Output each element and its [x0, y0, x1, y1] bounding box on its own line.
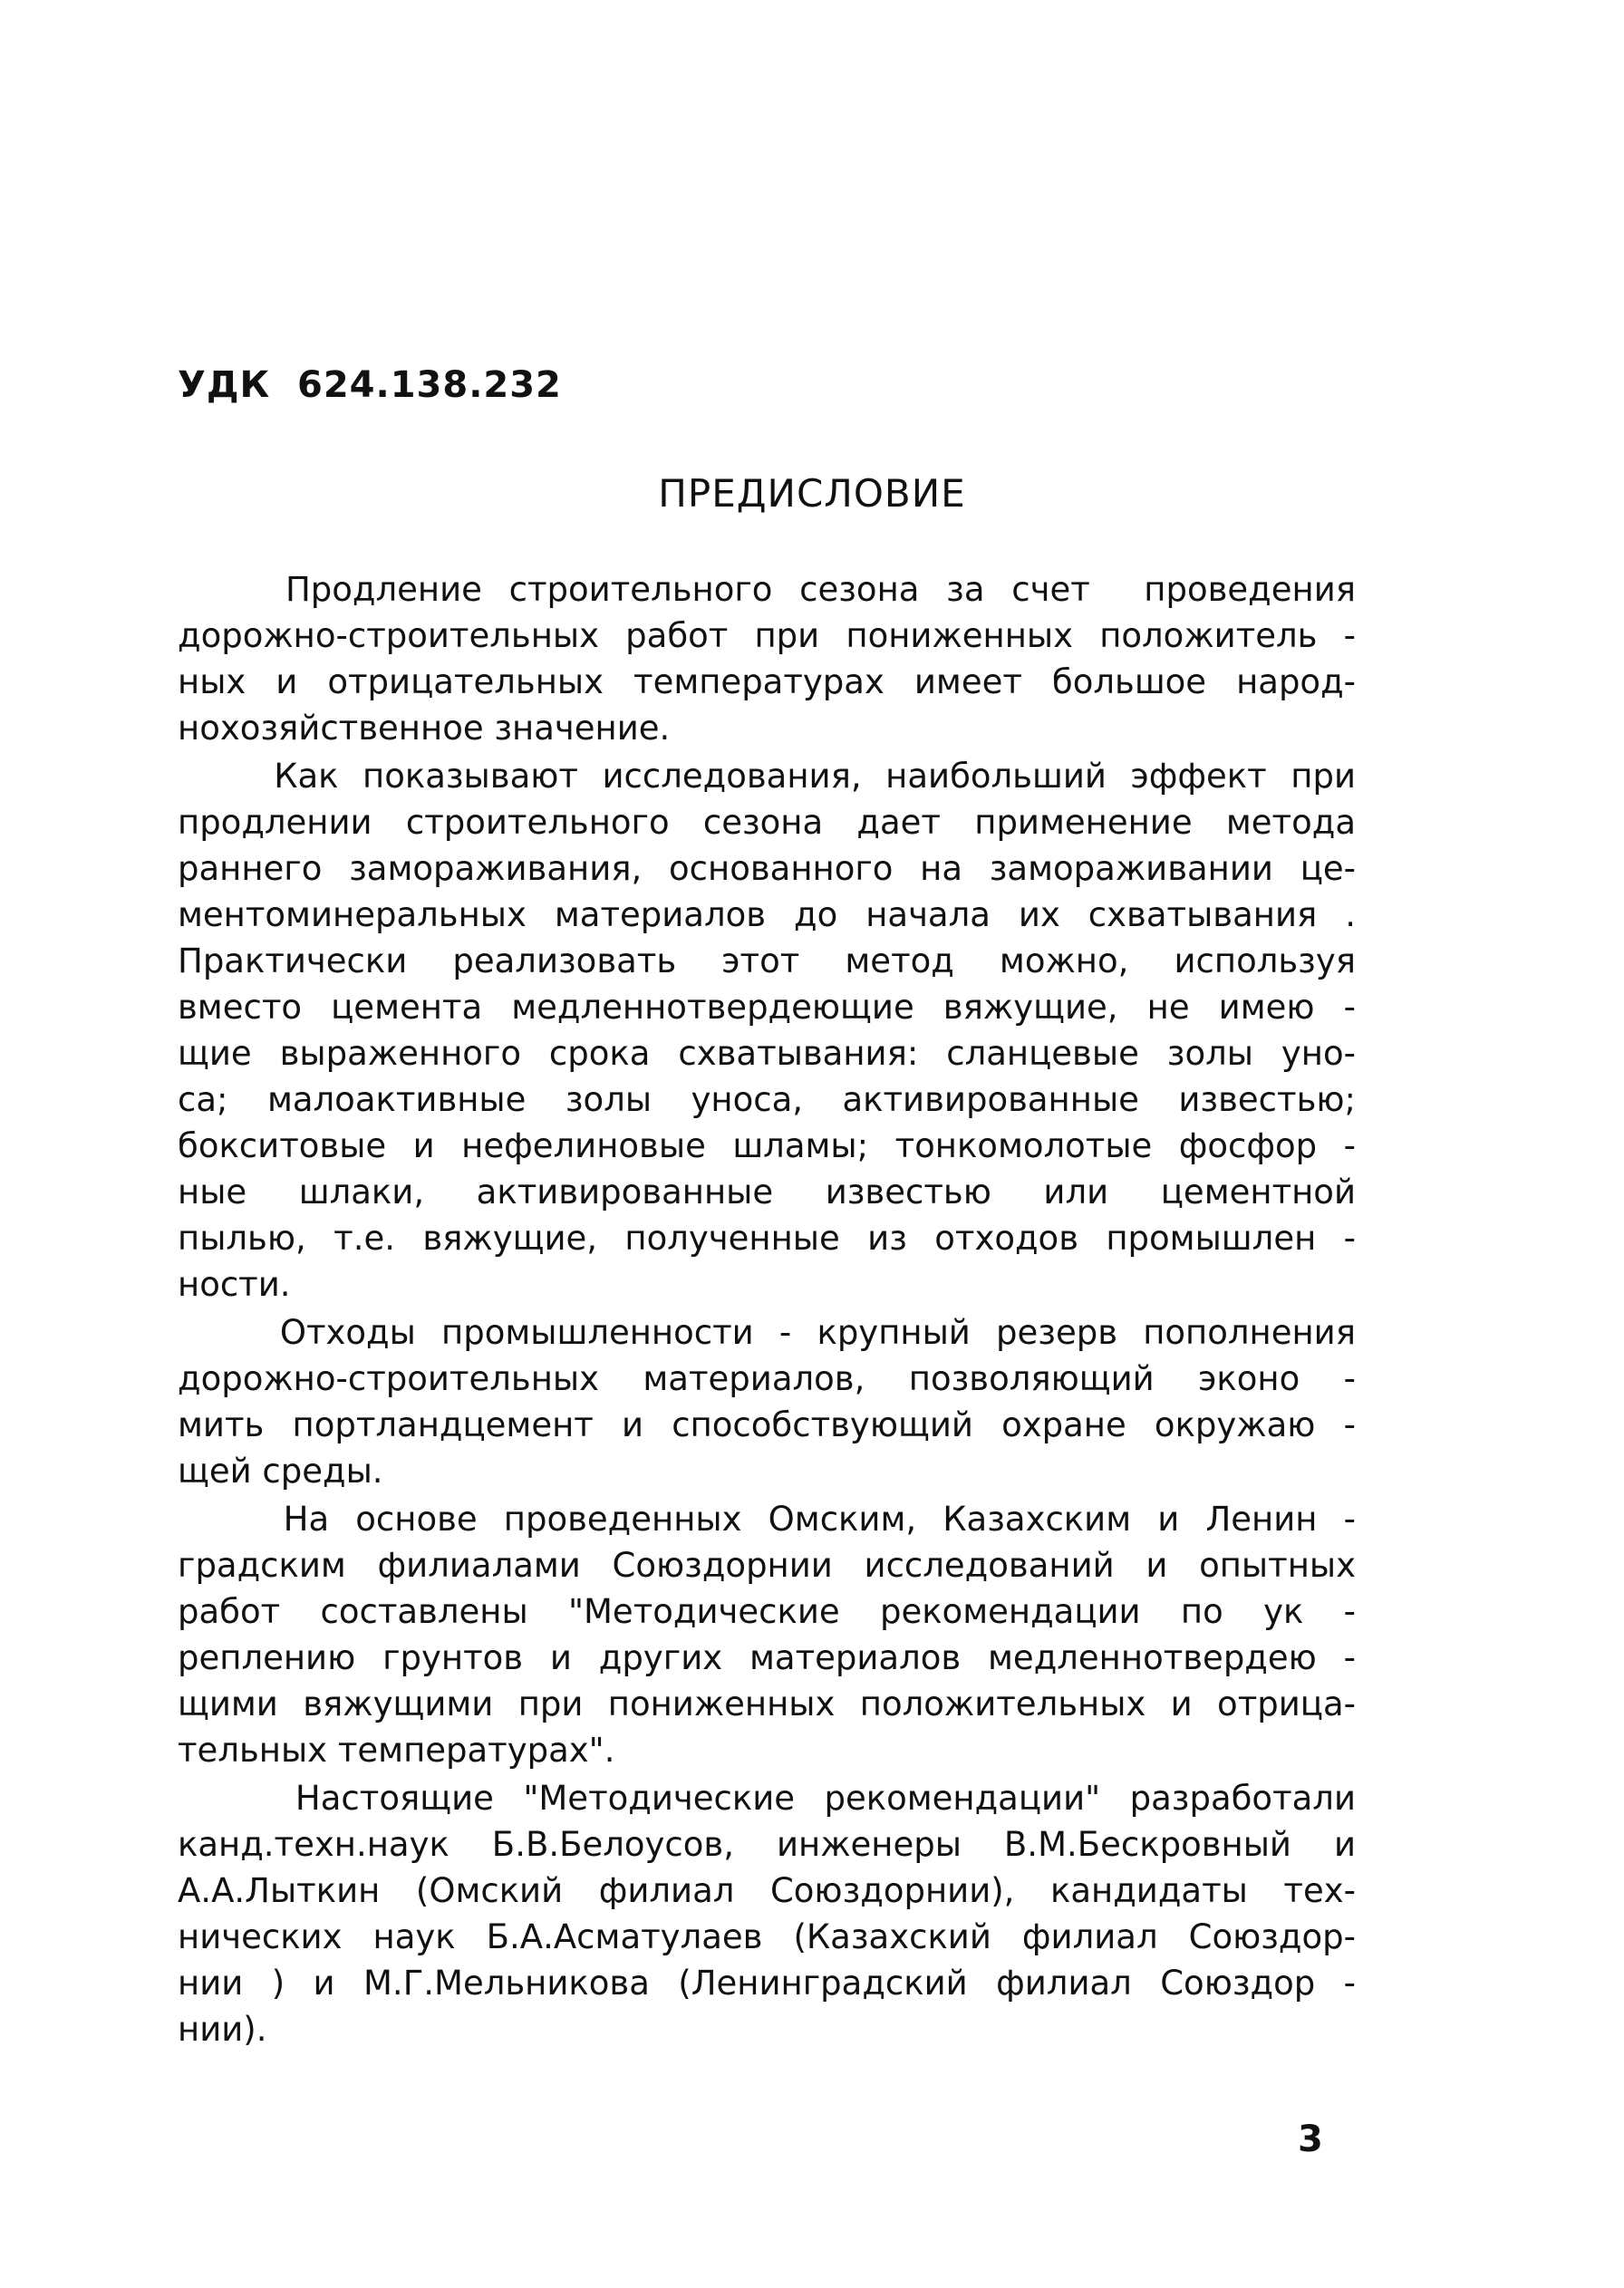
text-line: са; малоактивные золы уноса, активированные известью;	[178, 1080, 1356, 1119]
text-line: Продление строительного сезона за счет проведения	[178, 570, 1356, 609]
text-line: дорожно-строительных материалов, позволяющий эконо -	[178, 1359, 1356, 1398]
text-line: нохозяйственное значение.	[178, 709, 671, 748]
text-line: ные шлаки, активированные известью или цементной	[178, 1173, 1356, 1212]
text-line: работ составлены "Методические рекомендации по ук -	[178, 1592, 1356, 1631]
text-line: продлении строительного сезона дает применение метода	[178, 803, 1356, 842]
paragraph-5	[178, 1775, 1356, 2052]
paragraph-1	[178, 566, 1356, 751]
text-line: раннего замораживания, основанного на замораживании це-	[178, 849, 1356, 888]
paragraph-4	[178, 1496, 1356, 1773]
text-line: Настоящие "Методические рекомендации" разработали	[178, 1779, 1356, 1818]
text-line: ментоминеральных материалов до начала их схватывания .	[178, 895, 1356, 934]
text-line: мить портландцемент и способствующий охране окружаю -	[178, 1405, 1356, 1444]
text-line: нических наук Б.А.Асматулаев (Казахский филиал Союздор-	[178, 1917, 1356, 1956]
text-line: дорожно-строительных работ при пониженных положитель -	[178, 616, 1356, 655]
text-line: градским филиалами Союздорнии исследований и опытных	[178, 1546, 1356, 1585]
paragraph-3	[178, 1309, 1356, 1494]
page-title: ПРЕДИСЛОВИЕ	[658, 471, 966, 516]
text-line: реплению грунтов и других материалов медленнотвердею -	[178, 1638, 1356, 1677]
text-line: Отходы промышленности - крупный резерв пополнения	[178, 1313, 1356, 1352]
text-line: пылью, т.е. вяжущие, полученные из отходов промышлен -	[178, 1219, 1356, 1258]
text-line: Практически реализовать этот метод можно, используя	[178, 941, 1356, 980]
udc-code: УДК 624.138.232	[178, 364, 562, 406]
text-line: вместо цемента медленнотвердеющие вяжущие, не имею -	[178, 988, 1356, 1027]
page-number: 3	[1298, 2119, 1323, 2160]
text-line: щие выраженного срока схватывания: сланцевые золы уно-	[178, 1034, 1356, 1073]
text-line: нии).	[178, 2010, 267, 2049]
text-line: ных и отрицательных температурах имеет большое народ-	[178, 662, 1356, 701]
text-line: бокситовые и нефелиновые шламы; тонкомолотые фосфор -	[178, 1126, 1356, 1165]
text-line: тельных температурах".	[178, 1731, 615, 1770]
text-line: А.А.Лыткин (Омский филиал Союздорнии), кандидаты тех-	[178, 1871, 1356, 1910]
text-line: щими вяжущими при пониженных положительных и отрица-	[178, 1685, 1356, 1723]
text-line: Как показывают исследования, наибольший эффект при	[178, 757, 1356, 796]
document-body	[178, 566, 1356, 2052]
paragraph-2	[178, 753, 1356, 1308]
text-line: нии ) и М.Г.Мельникова (Ленинградский филиал Союздор -	[178, 1964, 1356, 2003]
text-line: щей среды.	[178, 1452, 383, 1491]
text-line: ности.	[178, 1265, 291, 1304]
text-line: канд.техн.наук Б.В.Белоусов, инженеры В.М.Бескровный и	[178, 1825, 1356, 1864]
text-line: На основе проведенных Омским, Казахским и Ленин -	[178, 1500, 1356, 1539]
